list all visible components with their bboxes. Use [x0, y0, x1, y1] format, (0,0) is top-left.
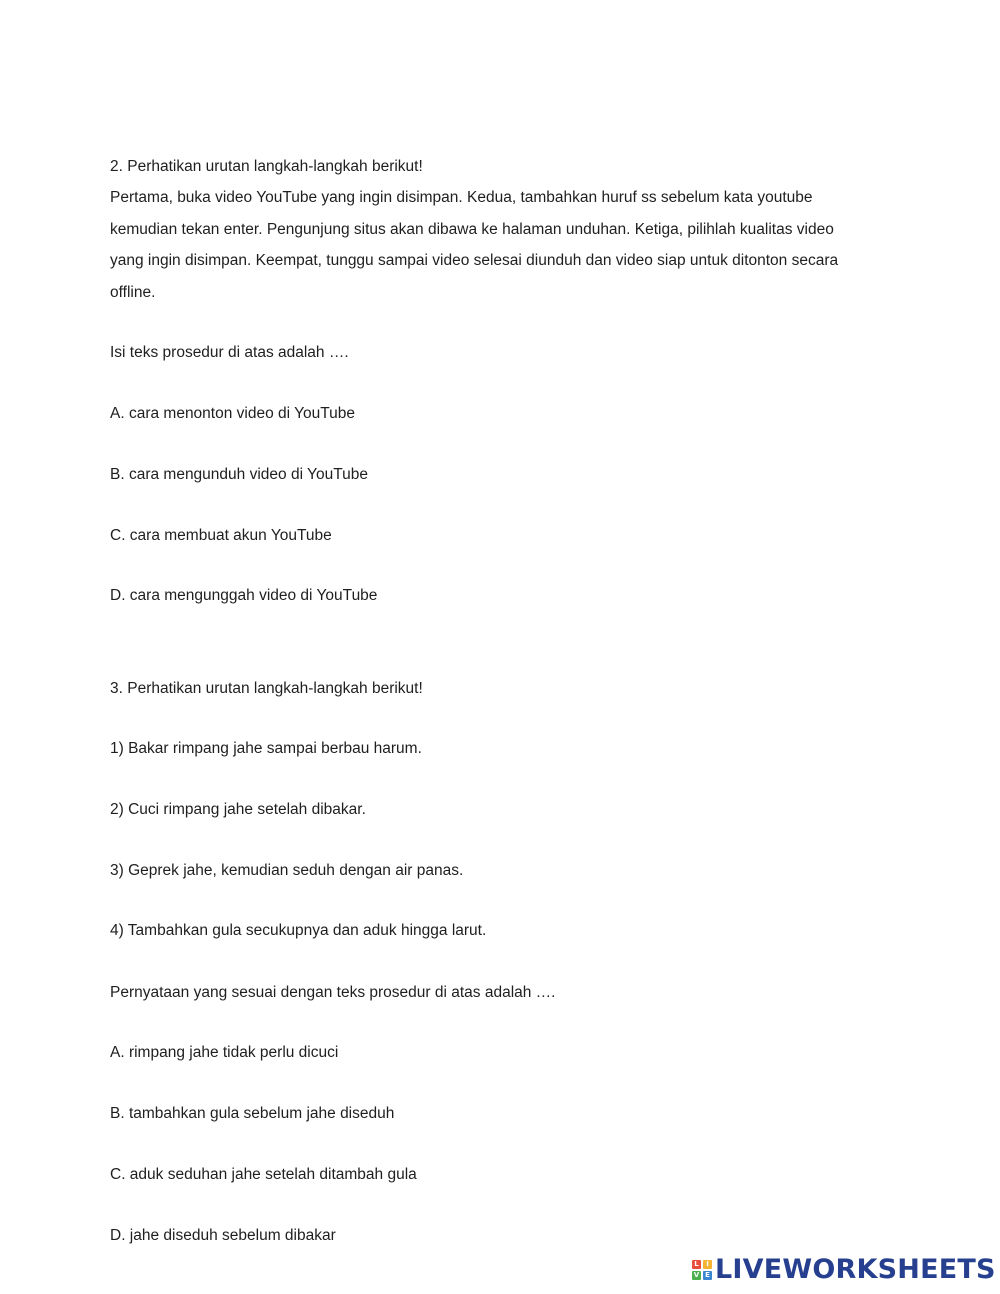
- q2-paragraph-line: yang ingin disimpan. Keempat, tunggu sampai video selesai diunduh dan video siap untuk ditonton secara: [110, 252, 839, 270]
- q3-step: 4) Tambahkan gula secukupnya dan aduk hingga larut.: [110, 922, 487, 939]
- q2-option-b[interactable]: B. cara mengunduh video di YouTube: [110, 466, 368, 483]
- liveworksheets-logo-text: LIVEWORKSHEETS: [715, 1254, 996, 1285]
- q3-option-b[interactable]: B. tambahkan gula sebelum jahe diseduh: [110, 1105, 395, 1122]
- q2-option-d[interactable]: D. cara mengunggah video di YouTube: [110, 587, 378, 604]
- q3-step: 3) Geprek jahe, kemudian seduh dengan air panas.: [110, 862, 464, 879]
- q2-paragraph-line: Pertama, buka video YouTube yang ingin disimpan. Kedua, tambahkan huruf ss sebelum kata youtube: [110, 189, 813, 206]
- liveworksheets-logo-icon: [692, 1260, 712, 1280]
- logo-mark-cell: V: [693, 1271, 700, 1279]
- logo-mark-cell: I: [703, 1260, 712, 1269]
- logo-mark-cell: L: [692, 1260, 701, 1269]
- logo-mark-cell: E: [703, 1271, 712, 1280]
- q2-question: Isi teks prosedur di atas adalah ….: [110, 344, 349, 361]
- q2-option-a[interactable]: A. cara menonton video di YouTube: [110, 405, 356, 422]
- q3-step: 2) Cuci rimpang jahe setelah dibakar.: [110, 801, 366, 818]
- q2-heading: 2. Perhatikan urutan langkah-langkah berikut!: [110, 158, 423, 175]
- q3-option-d[interactable]: D. jahe diseduh sebelum dibakar: [110, 1227, 336, 1244]
- liveworksheets-logo: [692, 1256, 996, 1284]
- q2-paragraph-line: offline.: [110, 283, 156, 301]
- q3-heading: 3. Perhatikan urutan langkah-langkah berikut!: [110, 680, 423, 697]
- q3-step: 1) Bakar rimpang jahe sampai berbau harum.: [110, 740, 422, 757]
- q3-option-a[interactable]: A. rimpang jahe tidak perlu dicuci: [110, 1044, 339, 1061]
- q2-paragraph: [110, 182, 900, 308]
- q3-question: Pernyataan yang sesuai dengan teks prosedur di atas adalah ….: [110, 984, 556, 1001]
- q2-paragraph-line: kemudian tekan enter. Pengunjung situs akan dibawa ke halaman unduhan. Ketiga, pilihlah kualitas video: [110, 220, 834, 238]
- q3-option-c[interactable]: C. aduk seduhan jahe setelah ditambah gula: [110, 1166, 417, 1183]
- q2-option-c[interactable]: C. cara membuat akun YouTube: [110, 527, 332, 544]
